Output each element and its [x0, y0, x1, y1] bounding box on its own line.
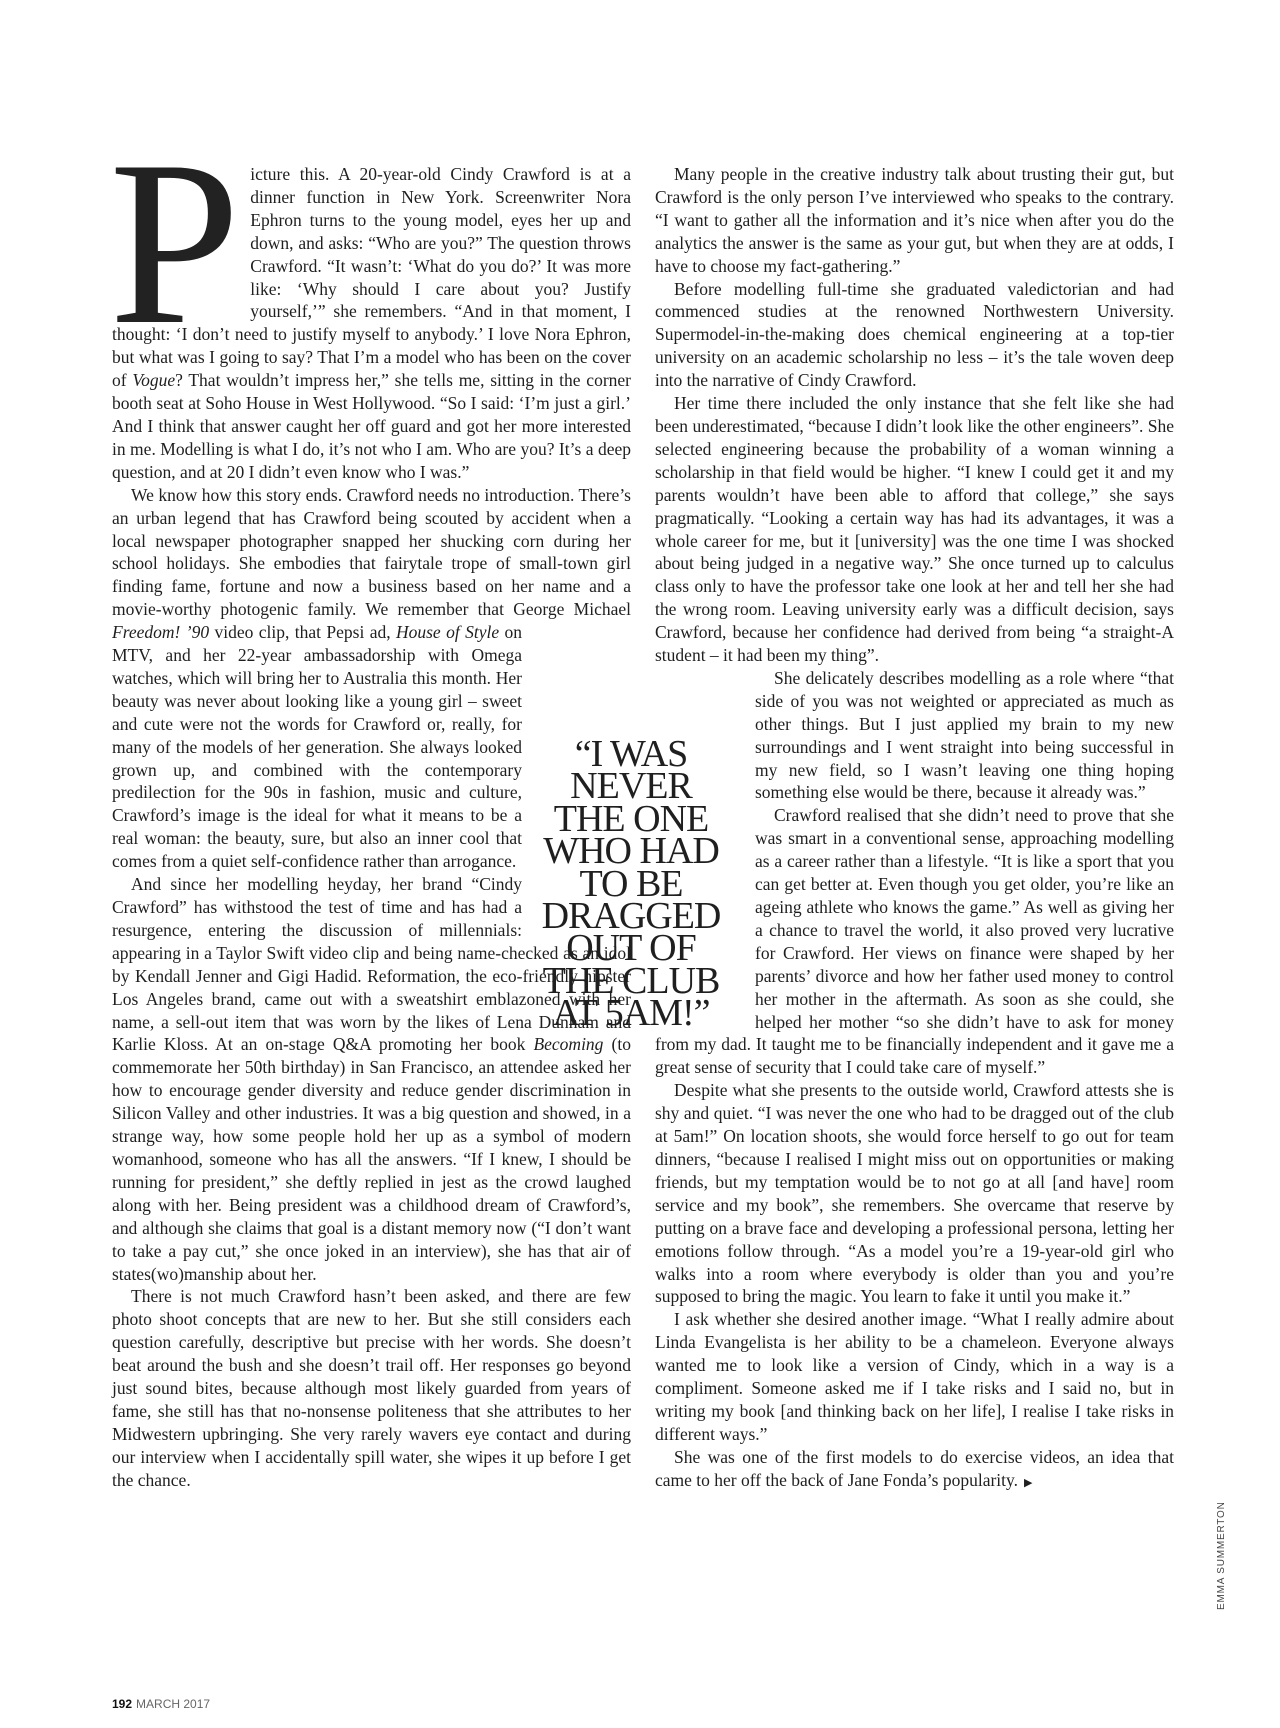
paragraph: I ask whether she desired another image. “What I really admire about Linda Evangelista is her ability to be a chameleon. Everyone always wanted me to look like a version of Cindy, which in a way is a compliment. Someone asked me if I take risks and I said no, but in writing my book [and thinking back on her life], I realise I take risks in different ways.”	[655, 1309, 1174, 1444]
paragraph: We know how this story ends. Crawford needs no introduction. There’s an urban legend that has Crawford being scouted by accident when a local newspaper photographer snapped her shucking corn during her school holidays. She embodies that fairytale trope of small-town girl finding fame, fortune and now a business based on her name and a movie-worthy photogenic family. We remember that George Michael Freedom! ’90 video clip, that Pepsi ad, House of Style on MTV, and her 22-year ambassadorship with Omega watches, which will bring her to Australia this month. Her beauty was never about looking like a young girl – sweet and cute were not the words for Crawford or, really, for many of the models of her generation. She always looked grown up, and combined with the contemporary predilection for the 90s in fashion, music and culture, Crawford’s image is the ideal for what it means to be a real woman: the beauty, sure, but also an inner cool that comes from a quiet self-confidence rather than arrogance.	[112, 484, 631, 872]
photo-credit: EMMA SUMMERTON	[1216, 1501, 1227, 1610]
paragraph: Despite what she presents to the outside world, Crawford attests she is shy and quiet. “I was never the one who had to be dragged out of the club at 5am!” On location shoots, she would force herself to go out for team dinners, “because I realised I might miss out on opportunities or making friends, but my temptation would be to not go at all [and have] room service and my book”, she remembers. She overcame that reserve by putting on a brave face and developing a professional persona, letting her emotions follow through. “As a model you’re a 19-year-old girl who walks into a room where everybody is older than you and you’re supposed to bring the magic. You learn to fake it until you make it.”	[655, 1080, 1174, 1307]
paragraph: There is not much Crawford hasn’t been asked, and there are few photo shoot concepts that are new to her. But she still considers each question carefully, descriptive but precise with her words. She doesn’t beat around the bush and she doesn’t trail off. Her responses go beyond just sound bites, because although most likely guarded from years of fame, she still has that no-nonsense politeness that she attributes to her Midwestern upbringing. She very rarely wavers eye contact and during our interview when I accidentally spill water, she wipes it up before I get the chance.	[112, 1286, 631, 1490]
paragraph: Picture this. A 20-year-old Cindy Crawford is at a dinner function in New York. Screenwriter Nora Ephron turns to the young model, eyes her up and down, and asks: “Who are you?” The question throws Crawford. “It wasn’t: ‘What do you do?’ It was more like: ‘Why should I care about you? Justify yourself,’” she remembers. “And in that moment, I thought: ‘I don’t need to justify myself to anybody.’ I love Nora Ephron, but what was I going to say? That I’m a model who has been on the cover of Vogue? That wouldn’t impress her,” she tells me, sitting in the corner booth seat at Soho House in West Hollywood. “So I said: ‘I’m just a girl.’ And I think that answer caught her off guard and got her more interested in me. Modelling is what I do, it’s not who I am. Who are you? It’s a deep question, and at 20 I didn’t even know who I was.”	[109, 113, 631, 482]
article-column-right	[655, 163, 1174, 1495]
pull-quote: “I WAS NEVER THE ONE WHO HAD TO BE DRAGGED OUT OF THE CLUB AT 5AM!”	[541, 733, 721, 1035]
page-number: 192	[112, 1697, 133, 1711]
issue-date: MARCH 2017	[136, 1697, 211, 1711]
drop-cap: P	[109, 113, 241, 374]
paragraph: She was one of the first models to do exercise videos, an idea that came to her off the back of Jane Fonda’s popularity. ▶	[655, 1446, 1174, 1490]
paragraph: Crawford realised that she didn’t need to prove that she was smart in a conventional sense, approaching modelling as a career rather than a lifestyle. “It is like a sport that you can get better at. Even though you get older, you’re like an ageing athlete who knows the game.” As well as giving her a chance to travel the world, it also proved very lucrative for Crawford. Her views on finance were shaped by her parents’ divorce and how her father used money to control her mother in the aftermath. As soon as she could, she helped her mother “so she didn’t have to ask for money from my dad. It taught me to be financially independent and it gave me a great sense of security that I could take care of myself.”	[655, 805, 1174, 1078]
paragraph: Many people in the creative industry talk about trusting their gut, but Crawford is the only person I’ve interviewed who speaks to the contrary. “I want to gather all the information and it’s nice when after you do the analytics the answer is the same as your gut, but when they are at odds, I have to choose my fact-gathering.”	[655, 164, 1174, 276]
paragraph: She delicately describes modelling as a role where “that side of you was not weighted or appreciated as much as other things. But I just applied my brain to my new surroundings and I went straight into being successful in my new field, so I wasn’t leaving one thing hoping something else would be there, because it already was.”	[755, 667, 1174, 803]
continue-arrow-icon: ▶	[1024, 1475, 1033, 1489]
paragraph: Her time there included the only instance that she felt like she had been underestimated, “because I didn’t look like the other engineers”. She selected engineering because the probability of a woman winning a scholarship in that field would be higher. “I knew I could get it and my parents wouldn’t have been able to afford that college,” she says pragmatically. “Looking a certain way has had its advantages, it was a whole career for me, but it [university] was the one time I was shocked about being judged in a negative way.” She once turned up to calculus class only to have the professor take one look at her and tell her she had the wrong room. Leaving university early was a difficult decision, says Crawford, because her confidence had derived from being “a straight-A student – it had been my thing”.	[655, 393, 1174, 666]
page-footer	[112, 1697, 210, 1711]
paragraph: And since her modelling heyday, her brand “Cindy Crawford” has withstood the test of time and has had a resurgence, entering the discussion of millennials: appearing in a Taylor Swift video clip and being name-checked as an idol by Kendall Jenner and Gigi Hadid. Reformation, the eco-friendly hipster Los Angeles brand, came out with a sweatshirt emblazoned with her name, a sell-out item that was worn by the likes of Lena Dunham and Karlie Kloss. At an on-stage Q&A promoting her book Becoming (to commemorate her 50th birthday) in San Francisco, an attendee asked her how to encourage gender diversity and reduce gender discrimination in Silicon Valley and other industries. It was a big question and showed, in a strange way, how some people hold her up as a symbol of modern womanhood, someone who has all the answers. “If I knew, I should be running for president,” she deftly replied in jest as the crowd laughed along with her. Being president was a childhood dream of Crawford’s, and although she claims that goal is a distant memory now (“I don’t want to take a pay cut,” she once joked in an interview), she has that air of states(wo)manship about her.	[112, 874, 631, 1284]
paragraph: Before modelling full-time she graduated valedictorian and had commenced studies at the renowned Northwestern University. Supermodel-in-the-making does chemical engineering at a top-tier university on an academic scholarship no less – it’s the tale woven deep into the narrative of Cindy Crawford.	[655, 278, 1174, 391]
